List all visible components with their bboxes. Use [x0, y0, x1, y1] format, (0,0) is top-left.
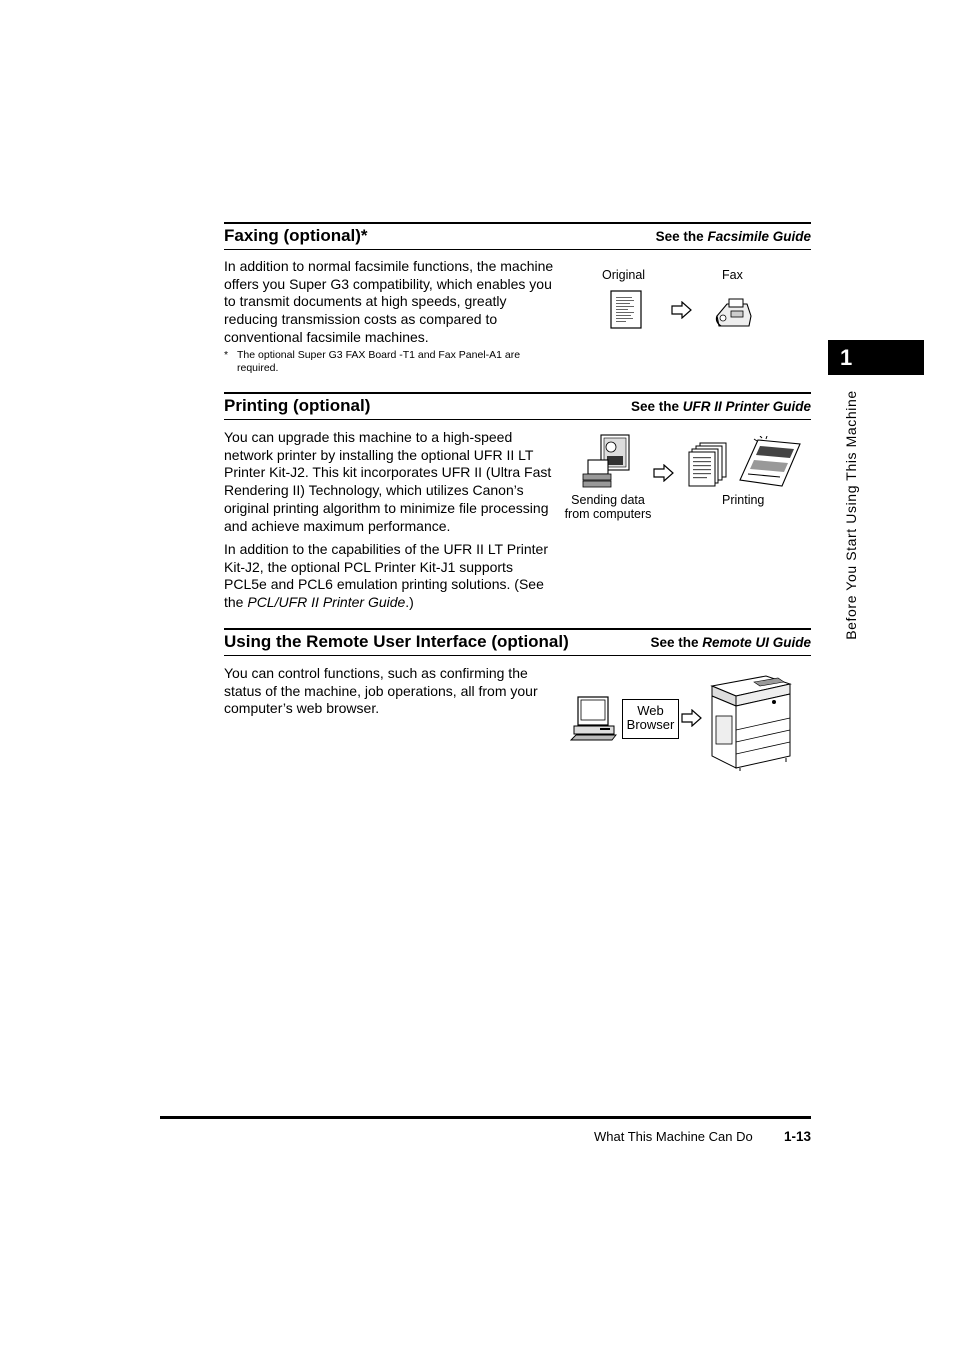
chapter-tab — [828, 340, 924, 375]
section-top-rule — [224, 628, 811, 630]
body-text: In addition to the capabilities of the UFR II LT Printer Kit-J2, the optional PCL Printer Kit-J1 supports PCL5e and PCL6 emulation printing solutions. (See the — [224, 541, 548, 611]
printed-pages-icon — [688, 442, 732, 488]
fax-machine-icon — [713, 296, 753, 330]
printed-page-icon — [734, 436, 802, 488]
body-paragraph: You can upgrade this machine to a high-speed network printer by installing the optional UFR II LT Printer Kit-J2. This kit incorporates UFR II (Ultra Fast Rendering II) Technology, which utilizes Canon’s original printing algorithm to minimize file processing and achieve maximum performance. — [224, 429, 552, 534]
section-title: Printing (optional) — [224, 396, 371, 415]
printing-section — [224, 392, 811, 622]
guide-name-italic: PCL/UFR II Printer Guide — [247, 594, 406, 611]
original-document-icon — [608, 290, 644, 330]
section-bottom-rule — [224, 249, 811, 250]
body-paragraph: In addition to normal facsimile functions, the machine offers you Super G3 compatibility, which enables you to transmit documents at high speeds, greatly reducing transmission costs as compared to conventional facsimile machines. — [224, 258, 554, 345]
arrow-right-icon — [653, 464, 675, 482]
guide-reference — [656, 228, 811, 246]
arrow-right-icon — [671, 301, 693, 319]
box-label-line: Browser — [626, 717, 675, 732]
guide-name: UFR II Printer Guide — [682, 399, 811, 414]
desktop-computer-icon — [570, 696, 618, 746]
footnote — [224, 349, 554, 375]
section-bottom-rule — [224, 655, 811, 656]
caption-fax: Fax — [722, 268, 743, 282]
guide-reference — [650, 634, 811, 652]
footnote-marker: * — [224, 349, 229, 361]
page-number: 1-13 — [784, 1129, 812, 1144]
footnote-text: The optional Super G3 FAX Board -T1 and Fax Panel-A1 are required. — [237, 349, 521, 374]
footer-rule — [160, 1116, 811, 1119]
body-text-end: .) — [405, 594, 414, 611]
web-browser-box — [622, 699, 679, 739]
guide-reference — [631, 398, 811, 416]
faxing-section — [224, 222, 811, 382]
guide-name: Facsimile Guide — [707, 229, 811, 244]
section-bottom-rule — [224, 419, 811, 420]
body-paragraph-2 — [224, 541, 554, 612]
see-prefix: See the — [630, 399, 679, 414]
caption-line: Sending data — [571, 493, 645, 507]
see-prefix: See the — [655, 229, 704, 244]
caption-sending-data — [562, 493, 654, 521]
arrow-right-icon — [681, 709, 703, 727]
caption-original: Original — [602, 268, 646, 282]
chapter-number: 1 — [840, 345, 853, 370]
copier-machine-icon — [706, 672, 796, 772]
remote-ui-section — [224, 628, 811, 778]
section-title: Faxing (optional)* — [224, 226, 368, 245]
section-top-rule — [224, 392, 811, 394]
caption-printing: Printing — [722, 493, 765, 507]
guide-name: Remote UI Guide — [702, 635, 811, 650]
chapter-title-text: Before You Start Using This Machine — [843, 390, 859, 640]
section-title: Using the Remote User Interface (optional) — [224, 632, 569, 651]
footer-section-title: What This Machine Can Do — [594, 1129, 753, 1144]
box-label-line: Web — [637, 703, 664, 718]
body-paragraph: You can control functions, such as confirming the status of the machine, job operations, all from your computer’s web browser. — [224, 665, 538, 717]
computer-with-document-icon — [580, 434, 632, 490]
section-top-rule — [224, 222, 811, 224]
caption-line: from computers — [564, 507, 652, 521]
see-prefix: See the — [650, 635, 699, 650]
